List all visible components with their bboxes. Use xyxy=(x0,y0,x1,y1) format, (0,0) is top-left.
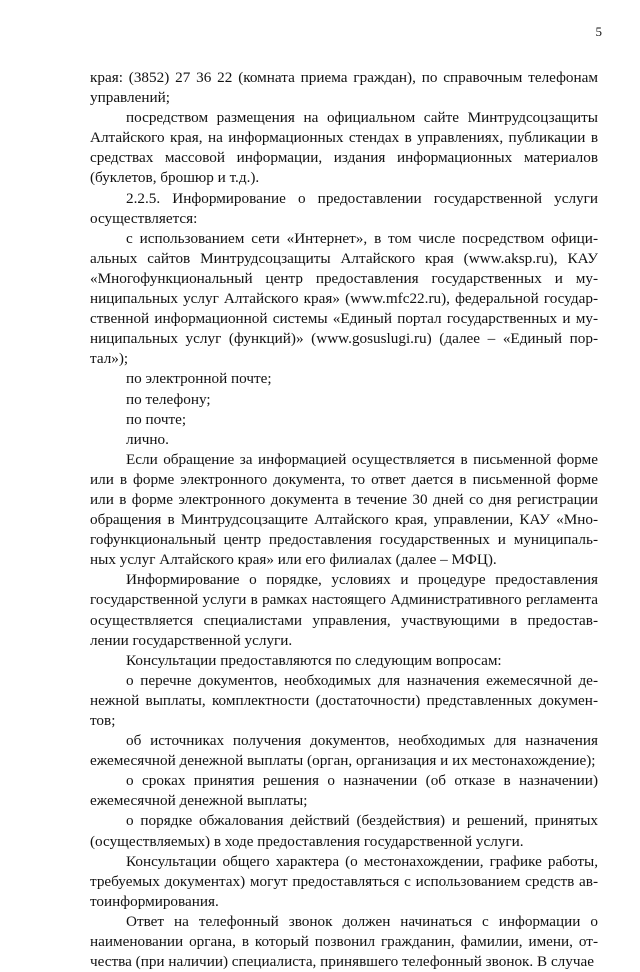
paragraph: по электронной почте; xyxy=(126,370,272,388)
paragraph: лично. xyxy=(126,430,169,448)
paragraph: посредством размещения на официальном сайте Минтрудсоцзащиты Алтайского края, на информационных стендах в управлениях, публикации в средствах массовой информации, издания информационных материалов (буклетов, брошюр и т.д.). xyxy=(90,109,598,187)
page-number: 5 xyxy=(595,24,602,39)
paragraph: о порядке обжалования действий (бездействия) и решений, принятых (осуществляемых) в ходе предоставления государственной услуги. xyxy=(90,812,598,850)
paragraph: по телефону; xyxy=(126,390,211,408)
paragraph: с использованием сети «Интернет», в том числе посредством официальных сайтов Минтрудсоцзащиты Алтайского края (www.aksp.ru), КАУ «Многофункциональный центр предоставления государственных и муниципальных услуг Алтайского края» (www.mfc22.ru), федеральной государственной информационной системы «Единый портал государственных и муниципальных услуг (функций)» (www.gosuslugi.ru) (далее – «Единый портал»); xyxy=(90,229,598,368)
body-text xyxy=(90,68,598,972)
paragraph: Если обращение за информацией осуществляется в письменной форме или в форме электронного документа, то ответ дается в письменной форме или в форме электронного документа в течение 30 дней со дня регистрации обращения в Минтрудсоцзащите Алтайского края, управлении, КАУ «Многофункциональный центр предоставления государственных и муниципальных услуг Алтайского края» или его филиалах (далее – МФЦ). xyxy=(90,450,598,569)
paragraph: Консультации общего характера (о местонахождении, графике работы, требуемых документах) могут предоставляться с использованием средств автоинформирования. xyxy=(90,852,598,910)
paragraph: края: (3852) 27 36 22 (комната приема граждан), по справочным телефонам управлений; xyxy=(90,69,598,107)
paragraph: 2.2.5. Информирование о предоставлении государственной услуги осуществляется: xyxy=(90,189,598,227)
paragraph: об источниках получения документов, необходимых для назначения ежемесячной денежной выплаты (орган, организация и их местонахождение); xyxy=(90,732,598,770)
paragraph: Информирование о порядке, условиях и процедуре предоставления государственной услуги в рамках настоящего Административного регламента осуществляется специалистами управления, участвующими в предоставлении государственной услуги. xyxy=(90,571,598,649)
paragraph: о перечне документов, необходимых для назначения ежемесячной денежной выплаты, комплектности (достаточности) представленных документов; xyxy=(90,671,598,729)
paragraph: о сроках принятия решения о назначении (об отказе в назначении) ежемесячной денежной выплаты; xyxy=(90,772,598,810)
paragraph: Консультации предоставляются по следующим вопросам: xyxy=(126,651,502,669)
paragraph: по почте; xyxy=(126,410,187,428)
paragraph: Ответ на телефонный звонок должен начинаться с информации о наименовании органа, в который позвонил гражданин, фамилии, имени, отчества (при наличии) специалиста, принявшего телефонный звонок. В случае xyxy=(90,912,598,971)
